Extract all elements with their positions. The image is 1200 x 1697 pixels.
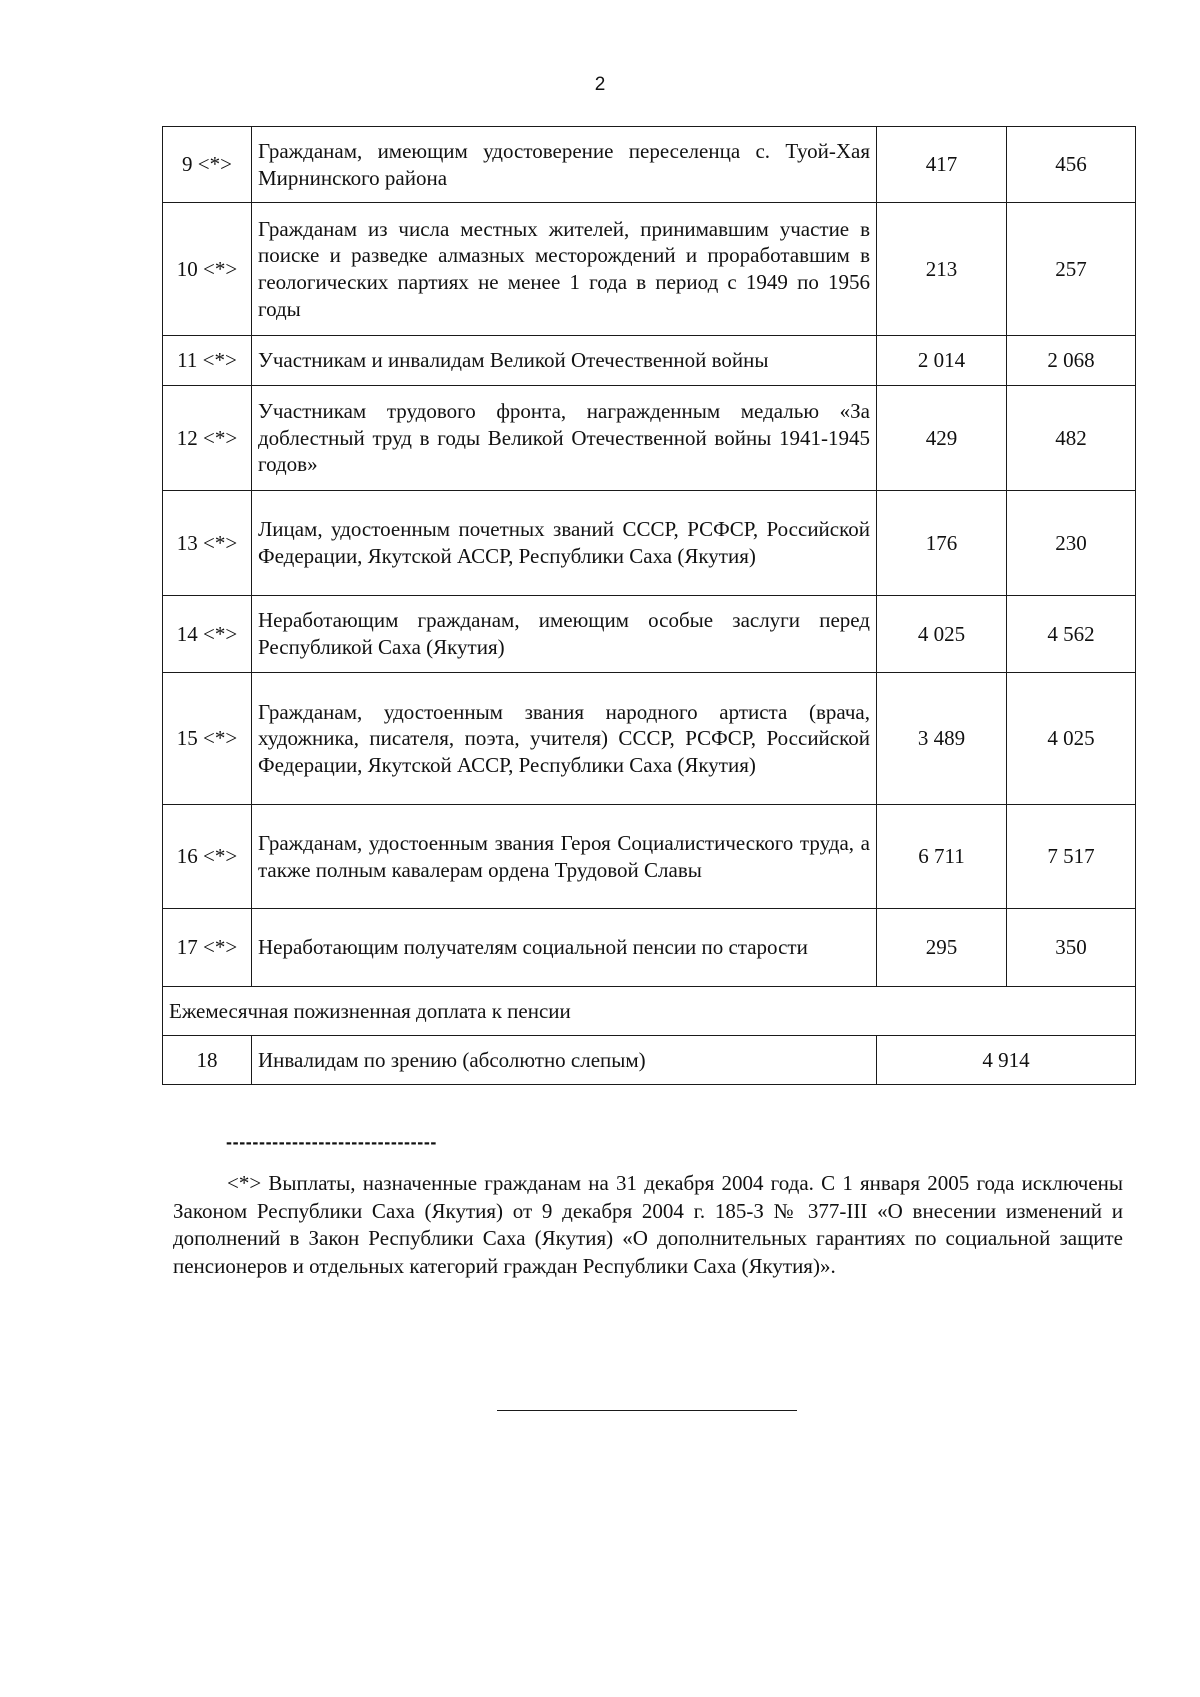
section-heading: Ежемесячная пожизненная доплата к пенсии [163, 987, 1136, 1036]
row-value-1: 213 [877, 203, 1007, 336]
row-value-2: 456 [1007, 127, 1136, 203]
row-value-1: 4 025 [877, 596, 1007, 673]
table-row [163, 336, 1136, 386]
row-description: Участникам трудового фронта, награжденным медалью «За доблестный труд в годы Великой Отечественной войны 1941-1945 годов» [252, 386, 877, 491]
row-value-1: 295 [877, 909, 1007, 987]
table-row [163, 127, 1136, 203]
row-value-2: 4 562 [1007, 596, 1136, 673]
row-value-1: 429 [877, 386, 1007, 491]
row-number: 13 <*> [163, 491, 252, 596]
row-description: Лицам, удостоенным почетных званий СССР, РСФСР, Российской Федерации, Якутской АССР, Республики Саха (Якутия) [252, 491, 877, 596]
row-value-2: 4 025 [1007, 673, 1136, 805]
table-row [163, 491, 1136, 596]
row-value-1: 6 711 [877, 805, 1007, 909]
table-row [163, 909, 1136, 987]
row-value-1: 417 [877, 127, 1007, 203]
row-value-1: 3 489 [877, 673, 1007, 805]
row-number: 17 <*> [163, 909, 252, 987]
benefits-table [162, 126, 1136, 1085]
row-number: 14 <*> [163, 596, 252, 673]
row-value-1: 2 014 [877, 336, 1007, 386]
row-value-1: 176 [877, 491, 1007, 596]
row-description: Участникам и инвалидам Великой Отечественной войны [252, 336, 877, 386]
row-value-2: 2 068 [1007, 336, 1136, 386]
row-value-merged: 4 914 [877, 1036, 1136, 1085]
row-value-2: 7 517 [1007, 805, 1136, 909]
table-row [163, 1036, 1136, 1085]
table-row [163, 805, 1136, 909]
row-number: 15 <*> [163, 673, 252, 805]
row-value-2: 257 [1007, 203, 1136, 336]
table-row [163, 596, 1136, 673]
closing-divider [497, 1410, 797, 1411]
row-number: 12 <*> [163, 386, 252, 491]
row-number: 18 [163, 1036, 252, 1085]
row-number: 16 <*> [163, 805, 252, 909]
row-number: 11 <*> [163, 336, 252, 386]
table-row [163, 673, 1136, 805]
table-row [163, 203, 1136, 336]
row-description: Инвалидам по зрению (абсолютно слепым) [252, 1036, 877, 1085]
page-number: 2 [594, 74, 606, 95]
footnote-separator: -------------------------------- [226, 1132, 438, 1152]
row-description: Гражданам из числа местных жителей, принимавшим участие в поиске и разведке алмазных месторождений и проработавшим в геологических партиях не менее 1 года в период с 1949 по 1956 годы [252, 203, 877, 336]
row-number: 9 <*> [163, 127, 252, 203]
row-value-2: 350 [1007, 909, 1136, 987]
row-description: Неработающим получателям социальной пенсии по старости [252, 909, 877, 987]
section-row [163, 987, 1136, 1036]
row-value-2: 482 [1007, 386, 1136, 491]
row-description: Гражданам, имеющим удостоверение переселенца с. Туой-Хая Мирнинского района [252, 127, 877, 203]
row-description: Гражданам, удостоенным звания народного артиста (врача, художника, писателя, поэта, учителя) СССР, РСФСР, Российской Федерации, Якутской АССР, Республики Саха (Якутия) [252, 673, 877, 805]
footnote-text: <*> Выплаты, назначенные гражданам на 31 декабря 2004 года. С 1 января 2005 года исключены Законом Республики Саха (Якутия) от 9 декабря 2004 г. 185-З № 377-III «О внесении изменений и дополнений в Закон Республики Саха (Якутия) «О дополнительных гарантиях по социальной защите пенсионеров и отдельных категорий граждан Республики Саха (Якутия)». [173, 1171, 1123, 1279]
row-description: Гражданам, удостоенным звания Героя Социалистического труда, а также полным кавалерам ордена Трудовой Славы [252, 805, 877, 909]
table-row [163, 386, 1136, 491]
row-description: Неработающим гражданам, имеющим особые заслуги перед Республикой Саха (Якутия) [252, 596, 877, 673]
row-number: 10 <*> [163, 203, 252, 336]
row-value-2: 230 [1007, 491, 1136, 596]
